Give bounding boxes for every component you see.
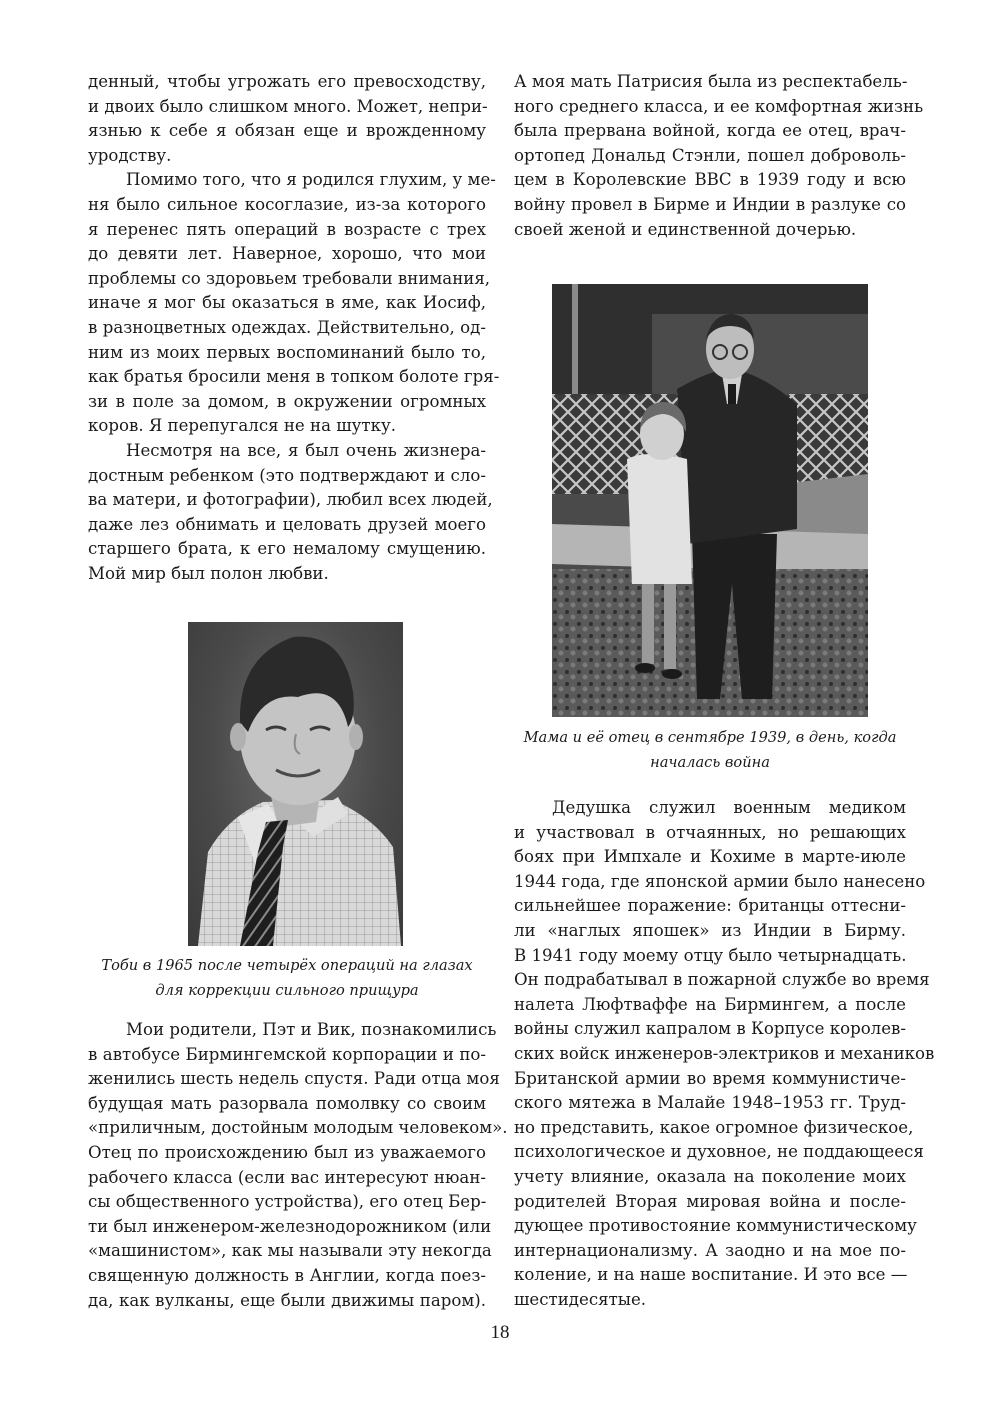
text-line: «машинистом», как мы называли эту некогда [88,1241,492,1261]
text-line: уродству. [88,145,172,165]
text-line: налета Люфтваффе на Бирмингем, а после [514,994,906,1014]
text-line: ва матери, и фотографии), любил всех людей, [88,490,493,510]
text-line: сильнейшее поражение: британцы оттесни- [514,896,906,916]
text-line: и двоих было слишком много. Может, непри- [88,96,488,116]
page-number: 18 [490,1322,510,1343]
text-line: даже лез обнимать и целовать друзей моего [88,514,486,534]
text-line: ских войск инженеров-электриков и механиков [514,1043,935,1063]
text-line: сы общественного устройства), его отец Бер- [88,1192,487,1212]
text-line: войну провел в Бирме и Индии в разлуке со [514,194,906,214]
text-line: «приличным, достойным молодым человеком». [88,1118,508,1138]
text-line: как братья бросили меня в топком болоте гря- [88,367,500,387]
text-line: коление, и на наше воспитание. И это все — [514,1265,908,1285]
paragraph-left-2 [88,168,500,439]
left-column-bottom-text [88,1018,508,1313]
paragraph-left-3 [88,439,493,587]
text-line: Мой мир был полон любви. [88,563,329,583]
text-line: проблемы со здоровьем требовали внимания, [88,268,491,288]
text-line: рабочего класса (если вас интересуют нюан- [88,1167,486,1187]
text-line: ли «наглых япошек» из Индии в Бирму. [514,920,906,940]
text-line: до девяти лет. Наверное, хорошо, что мои [88,244,486,264]
text-line: В 1941 году моему отцу было четырнадцать. [514,945,907,965]
mother-grandfather-illustration [552,284,868,717]
text-line: ортопед Дональд Стэнли, пошел доброволь- [514,145,906,165]
text-line: будущая мать разорвала помолвку со своим [88,1093,486,1113]
text-line: но представить, какое огромное физическое, [514,1117,914,1137]
text-line: денный, чтобы угрожать его превосходству, [88,72,486,91]
photo-mother-and-grandfather [552,284,868,717]
text-line: зи в поле за домом, в окружении огромных [88,391,486,411]
photo-boy-portrait [188,622,403,946]
text-line: ня было сильное косоглазие, из-за которого [88,194,486,214]
text-line: шестидесятые. [514,1289,647,1309]
text-line: психологическое и духовное, не поддающееся [514,1142,924,1162]
text-line: в автобусе Бирмингемской корпорации и по- [88,1044,486,1064]
text-line: дующее противостояние коммунистическому [514,1216,917,1236]
text-line: священную должность в Англии, когда поез- [88,1265,486,1285]
paragraph-right-2 [514,796,935,1312]
text-line: да, как вулканы, еще были движимы паром). [88,1290,486,1310]
text-line: ним из моих первых воспоминаний было то, [88,342,486,362]
text-line: язнью к себе я обязан еще и врожденному [88,121,486,141]
caption-line: для коррекции сильного прищура [155,982,419,999]
text-line: Дедушка служил военным медиком [552,798,906,817]
text-line: Отец по происхождению был из уважаемого [88,1142,486,1162]
text-line: боях при Импхале и Кохиме в марте-июле [514,847,906,867]
text-line: ти был инженером-железнодорожником (или [88,1216,492,1236]
text-line: А моя мать Патрисия была из респектабель- [514,72,908,91]
text-line: коров. Я перепугался не на шутку. [88,416,397,436]
text-line: старшего брата, к его немалому смущению. [88,539,486,559]
text-line: я перенес пять операций в возрасте с трех [88,219,486,239]
text-line: войны служил капралом в Корпусе королев- [514,1019,906,1039]
paragraph-left-4 [88,1018,508,1313]
photo-caption-boy [88,953,486,1003]
text-line: в разноцветных одеждах. Действительно, од- [88,317,486,337]
caption-line: Тоби в 1965 после четырёх операций на глазах [101,957,473,974]
text-line: Британской армии во время коммунистиче- [514,1068,906,1088]
photo-caption-mother [514,725,906,775]
text-line: интернационализму. А заодно и на мое по- [514,1240,906,1260]
text-line: своей женой и единственной дочерью. [514,219,857,239]
text-line: 1944 года, где японской армии было нанесено [514,871,926,891]
caption-line: началась война [650,754,770,771]
text-line: достным ребенком (это подтверждают и сло- [88,465,486,485]
right-column-top-text [514,70,924,242]
caption-line: Мама и её отец в сентябре 1939, в день, когда [523,729,897,746]
text-line: Помимо того, что я родился глухим, у ме- [126,170,496,190]
text-line: ного среднего класса, и ее комфортная жизнь [514,96,924,116]
text-line: Он подрабатывал в пожарной службе во время [514,970,930,990]
text-line: Несмотря на все, я был очень жизнера- [126,440,486,460]
paragraph-left-1 [88,70,486,168]
text-line: иначе я мог бы оказаться в яме, как Иосиф, [88,293,486,313]
paragraph-right-1 [514,70,924,242]
text-line: цем в Королевские ВВС в 1939 году и всю [514,170,906,190]
right-column-bottom-text [514,796,935,1312]
text-line: и участвовал в отчаянных, но решающих [514,822,906,842]
left-column-top-text [88,70,500,586]
text-line: ского мятежа в Малайе 1948–1953 гг. Труд- [514,1093,906,1113]
text-line: родителей Вторая мировая война и после- [514,1191,906,1211]
text-line: женились шесть недель спустя. Ради отца моя [88,1069,500,1089]
text-line: была прервана войной, когда ее отец, врач- [514,121,906,141]
text-line: Мои родители, Пэт и Вик, познакомились [126,1020,497,1039]
boy-portrait-illustration [188,622,403,946]
text-line: учету влияние, оказала на поколение моих [514,1166,906,1186]
